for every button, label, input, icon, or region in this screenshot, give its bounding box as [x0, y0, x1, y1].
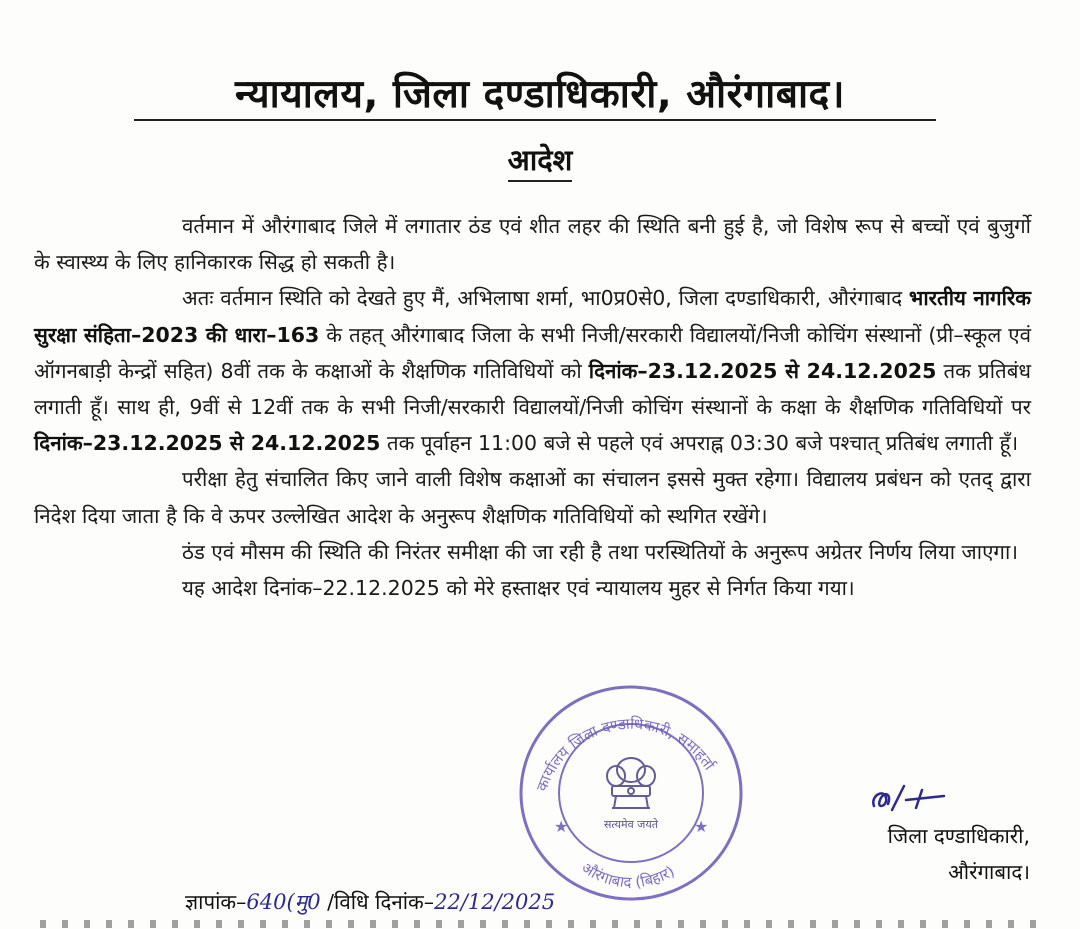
title-underline	[134, 119, 936, 121]
seal-arc-text: कार्यालय जिला दण्डाधिकारी, समाहर्ता	[532, 714, 719, 794]
order-heading: आदेश	[508, 140, 573, 182]
p2-text-c: के तहत् औरंगाबाद जिला के सभी निजी/सरकारी विद्यालयों/निजी कोचिंग संस्थानों (प्री–स्कूल एवं ऑगनबाड़ी केन्द्रों सहित) 8वीं तक के कक्षाओं के शैक्षणिक गतिविधियों को	[34, 322, 1031, 383]
p2-date-range-1: दिनांक–23.12.2025 से 24.12.2025	[588, 358, 937, 383]
svg-text:औरंगाबाद (बिहार)	[578, 858, 677, 891]
paragraph-1: वर्तमान में औरंगाबाद जिले में लगातार ठंड एवं शीत लहर की स्थिति बनी हुई है, जो विशेष रूप से बच्चों एवं बुजुर्गो के स्वास्थ्य के लिए हानिकारक सिद्ध हो सकती है।	[34, 214, 1031, 275]
cut-off-next-line	[0, 918, 1080, 929]
p2-date-range-2: दिनांक–23.12.2025 से 24.12.2025	[34, 431, 381, 456]
paragraph-2	[34, 280, 1031, 461]
paragraph-5: यह आदेश दिनांक–22.12.2025 को मेरे हस्ताक्षर एवं न्यायालय मुहर से निर्गत किया गया।	[182, 576, 855, 601]
order-heading-wrap	[0, 140, 1080, 182]
p2-text-e: तक प्रतिबंध लगाती हूँ। साथ ही, 9वीं से 12वीं तक के सभी निजी/सरकारी विद्यालयों/निजी कोचिंग संस्थानों के कक्षा के शैक्षणिक गतिविधियों पर	[34, 358, 1032, 420]
memo-number-handwritten: 640(मु0	[246, 890, 321, 914]
p2-law-section: भारतीय नागरिक सुरक्षा संहिता–2023 की धारा–163	[34, 286, 1032, 347]
p2-text-a: अतः वर्तमान स्थिति को देखते हुए मैं, अभिलाषा शर्मा, भा0प्र0से0, जिला दण्डाधिकारी, औरंगाबाद	[182, 286, 909, 311]
p2-text-g: तक पूर्वाहन 11:00 बजे से पहले एवं अपराह्न 03:30 बजे पश्चात् प्रतिबंध लगाती हूँ।	[380, 431, 1019, 456]
signatory-place: औरंगाबाद।	[948, 860, 1030, 884]
signatory-block	[810, 818, 1030, 890]
signature-scribble	[866, 780, 956, 822]
memo-date-handwritten: 22/12/2025	[434, 890, 556, 914]
seal-star-right: ★	[694, 817, 709, 836]
order-body	[34, 208, 1031, 606]
national-emblem-icon	[607, 758, 655, 808]
signatory-designation: जिला दण्डाधिकारी,	[887, 824, 1030, 848]
seal-star-left: ★	[554, 817, 569, 836]
memo-separator: /विधि दिनांक–	[320, 890, 435, 914]
paragraph-3: परीक्षा हेतु संचालित किए जाने वाली विशेष कक्षाओं का संचालन इससे मुक्त रहेगा। विद्यालय प्रबंधन को एतद् द्वारा निदेश दिया जाता है कि वे ऊपर उल्लेखित आदेश के अनुरूप शैक्षणिक गतिविधियों को स्थगित रखेंगे।	[34, 467, 1031, 528]
memo-line	[185, 888, 594, 916]
court-seal-stamp	[516, 682, 746, 904]
paragraph-4: ठंड एवं मौसम की स्थिति की निरंतर समीक्षा की जा रही है तथा परस्थितियों के अनुरूप अग्रेतर निर्णय लिया जाएगा।	[182, 539, 1019, 564]
seal-motto: सत्यमेव जयते	[603, 818, 659, 831]
memo-label: ज्ञापांक–	[185, 890, 247, 914]
court-title: न्यायालय, जिला दण्डाधिकारी, औरंगाबाद।	[234, 72, 846, 117]
seal-bottom-text: औरंगाबाद (बिहार)	[578, 858, 678, 892]
